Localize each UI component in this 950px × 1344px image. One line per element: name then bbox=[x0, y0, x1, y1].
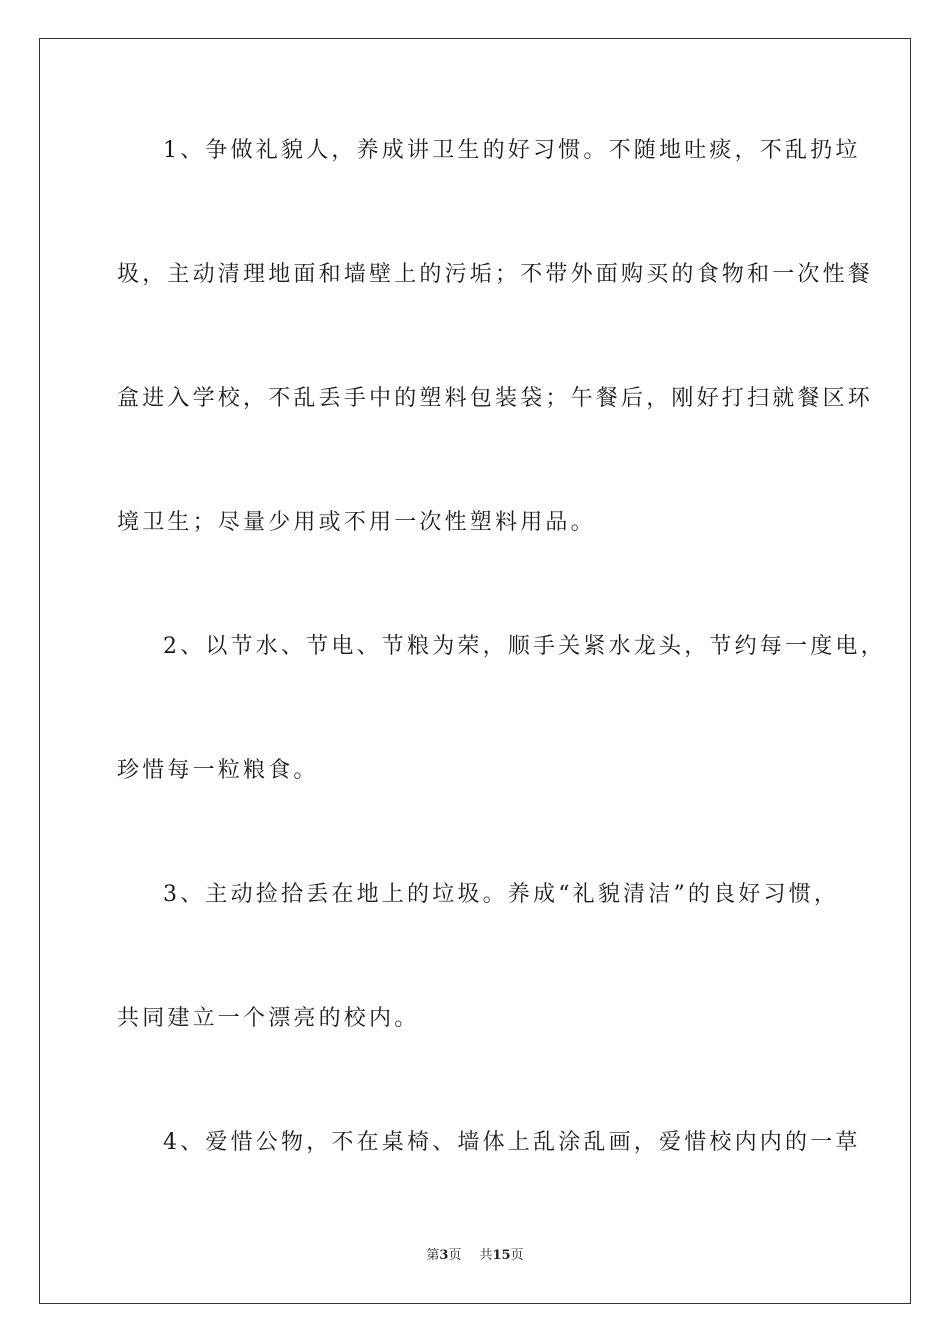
paragraph-2-line-1: 2、以节水、节电、节粮为荣，顺手关紧水龙头，节约每一度电， bbox=[163, 634, 886, 659]
page-border bbox=[39, 38, 911, 1304]
total-pages: 15 bbox=[492, 1248, 511, 1263]
page-prefix: 第 bbox=[426, 1248, 440, 1263]
page-footer bbox=[0, 1247, 950, 1265]
total-prefix: 共 bbox=[479, 1248, 493, 1263]
total-suffix: 页 bbox=[510, 1248, 524, 1263]
paragraph-3-line-2: 共同建立一个漂亮的校内。 bbox=[117, 1006, 420, 1031]
paragraph-4-line-1: 4、爱惜公物，不在桌椅、墙体上乱涂乱画，爱惜校内内的一草 bbox=[163, 1130, 861, 1155]
paragraph-1-line-1: 1、争做礼貌人，养成讲卫生的好习惯。不随地吐痰，不乱扔垃 bbox=[163, 138, 861, 163]
paragraph-2-line-2: 珍惜每一粒粮食。 bbox=[117, 758, 319, 783]
paragraph-1-line-3: 盒进入学校，不乱丢手中的塑料包装袋；午餐后，刚好打扫就餐区环 bbox=[117, 386, 874, 411]
paragraph-1-line-4: 境卫生；尽量少用或不用一次性塑料用品。 bbox=[117, 510, 596, 535]
paragraph-1-line-2: 圾，主动清理地面和墙壁上的污垢；不带外面购买的食物和一次性餐 bbox=[117, 262, 874, 287]
page-suffix: 页 bbox=[448, 1248, 462, 1263]
paragraph-3-line-1: 3、主动捡拾丢在地上的垃圾。养成“礼貌清洁”的良好习惯， bbox=[163, 882, 840, 907]
page-number: 3 bbox=[439, 1248, 449, 1263]
